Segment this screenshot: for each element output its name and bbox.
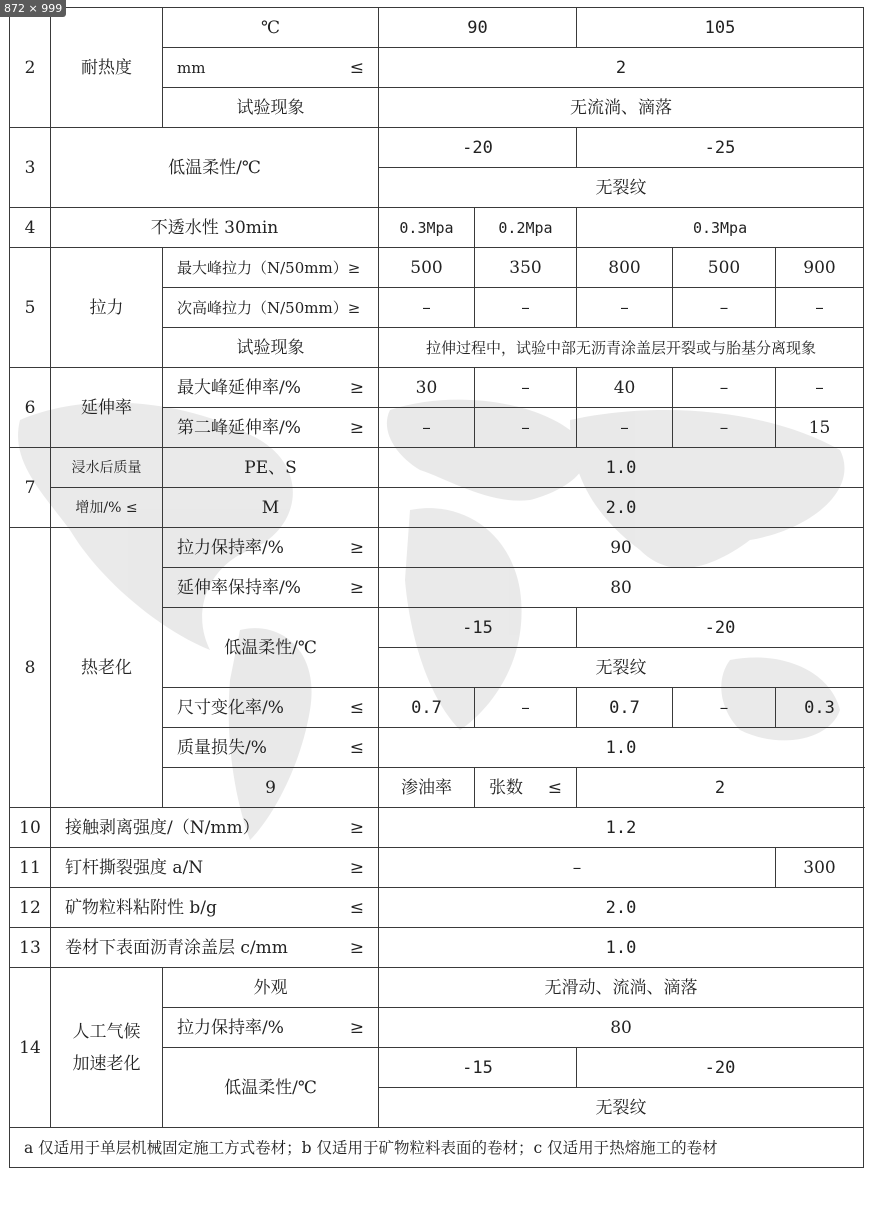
value-cell: 0.7 xyxy=(577,688,673,728)
value-cell: – xyxy=(379,848,776,888)
value-cell: 80 xyxy=(379,1008,864,1048)
value-cell: 105 xyxy=(577,8,864,48)
value-cell: 40 xyxy=(577,368,673,408)
value-cell: 无滑动、流淌、滴落 xyxy=(379,968,864,1008)
sub-item-label: ℃ xyxy=(163,8,379,48)
value-cell: – xyxy=(673,288,776,328)
row-number: 4 xyxy=(10,208,51,248)
footnote: a 仅适用于单层机械固定施工方式卷材；b 仅适用于矿物粒料表面的卷材；c 仅适用于热熔施工的卷材 xyxy=(10,1128,864,1168)
value-cell: – xyxy=(379,288,475,328)
value-cell: -20 xyxy=(379,128,577,168)
row-number: 3 xyxy=(10,128,51,208)
sub-item-label: 张数 ≤ xyxy=(475,768,577,808)
table-row xyxy=(10,208,864,248)
row-number: 14 xyxy=(10,968,51,1128)
value-cell: 0.3Mpa xyxy=(379,208,475,248)
row-number: 11 xyxy=(10,848,51,888)
sub-item-label: M xyxy=(163,488,379,528)
sub-item-label: 尺寸变化率/% ≤ xyxy=(163,688,379,728)
item-name: 热老化 xyxy=(51,528,163,808)
value-cell: – xyxy=(577,288,673,328)
value-cell: 1.0 xyxy=(379,448,864,488)
sub-item-label: mm ≤ xyxy=(163,48,379,88)
table-row xyxy=(10,528,864,568)
value-cell: 0.3Mpa xyxy=(577,208,864,248)
value-cell: – xyxy=(475,288,577,328)
table-row xyxy=(10,888,864,928)
value-cell: -25 xyxy=(577,128,864,168)
value-cell: 1.0 xyxy=(379,728,864,768)
value-cell: – xyxy=(776,368,864,408)
table-row xyxy=(10,808,864,848)
item-name-line2: 增加/% ≤ xyxy=(51,488,163,528)
sub-item-label: PE、S xyxy=(163,448,379,488)
table-row xyxy=(10,248,864,288)
spec-table xyxy=(9,7,864,1168)
row-number: 5 xyxy=(10,248,51,368)
item-name-line1: 浸水后质量 xyxy=(51,448,163,488)
item-name: 钉杆撕裂强度 a/N ≥ xyxy=(51,848,379,888)
value-cell: 350 xyxy=(475,248,577,288)
row-number: 2 xyxy=(10,8,51,128)
value-cell: 900 xyxy=(776,248,864,288)
row-number: 12 xyxy=(10,888,51,928)
value-cell: 2.0 xyxy=(379,888,864,928)
table-row xyxy=(10,448,864,488)
value-cell: – xyxy=(379,408,475,448)
row-number: 8 xyxy=(10,528,51,808)
value-cell: -15 xyxy=(379,1048,577,1088)
value-cell: – xyxy=(776,288,864,328)
value-cell: 500 xyxy=(673,248,776,288)
value-cell: 80 xyxy=(379,568,864,608)
value-cell: 0.2Mpa xyxy=(475,208,577,248)
value-cell: -15 xyxy=(379,608,577,648)
value-cell: 30 xyxy=(379,368,475,408)
value-cell: -20 xyxy=(577,1048,864,1088)
sub-item-label: 延伸率保持率/% ≥ xyxy=(163,568,379,608)
value-cell: 2 xyxy=(577,768,864,808)
item-name xyxy=(51,968,163,1128)
row-number: 9 xyxy=(163,768,379,808)
item-name: 拉力 xyxy=(51,248,163,368)
value-cell: 15 xyxy=(776,408,864,448)
table-row xyxy=(10,488,864,528)
row-number: 7 xyxy=(10,448,51,528)
value-cell: 0.3 xyxy=(776,688,864,728)
item-name: 渗油率 xyxy=(379,768,475,808)
row-number: 10 xyxy=(10,808,51,848)
sub-item-label: 试验现象 xyxy=(163,88,379,128)
sub-item-label: 低温柔性/℃ xyxy=(163,1048,379,1128)
item-name: 低温柔性/℃ xyxy=(51,128,379,208)
value-cell: 无裂纹 xyxy=(379,1088,864,1128)
value-cell: 300 xyxy=(776,848,864,888)
value-cell: – xyxy=(475,408,577,448)
value-cell: – xyxy=(475,688,577,728)
sub-item-label: 质量损失/% ≤ xyxy=(163,728,379,768)
value-cell: 2.0 xyxy=(379,488,864,528)
sub-item-label: 第二峰延伸率/% ≥ xyxy=(163,408,379,448)
sub-item-label: 次高峰拉力（N/50mm）≥ xyxy=(163,288,379,328)
value-cell: 无裂纹 xyxy=(379,168,864,208)
sub-item-label: 低温柔性/℃ xyxy=(163,608,379,688)
item-name: 耐热度 xyxy=(51,8,163,128)
sub-item-label: 最大峰延伸率/% ≥ xyxy=(163,368,379,408)
sub-item-label: 外观 xyxy=(163,968,379,1008)
value-cell: – xyxy=(673,368,776,408)
value-cell: – xyxy=(475,368,577,408)
value-cell: – xyxy=(577,408,673,448)
sub-item-label: 拉力保持率/% ≥ xyxy=(163,528,379,568)
value-cell: 2 xyxy=(379,48,864,88)
value-cell: 无流淌、滴落 xyxy=(379,88,864,128)
value-cell: 0.7 xyxy=(379,688,475,728)
image-size-badge: 872 × 999 xyxy=(0,0,66,17)
item-name: 接触剥离强度/（N/mm） ≥ xyxy=(51,808,379,848)
item-name: 卷材下表面沥青涂盖层 c/mm ≥ xyxy=(51,928,379,968)
value-cell: 1.0 xyxy=(379,928,864,968)
item-name: 延伸率 xyxy=(51,368,163,448)
value-cell: 拉伸过程中，试验中部无沥青涂盖层开裂或与胎基分离现象 xyxy=(379,328,864,368)
table-row xyxy=(10,848,864,888)
item-name-line2: 加速老化 xyxy=(72,1053,141,1074)
item-name: 不透水性 30min xyxy=(51,208,379,248)
value-cell: 无裂纹 xyxy=(379,648,864,688)
sub-item-label: 最大峰拉力（N/50mm）≥ xyxy=(163,248,379,288)
table-row xyxy=(10,968,864,1008)
row-number: 6 xyxy=(10,368,51,448)
value-cell: – xyxy=(673,688,776,728)
table-row xyxy=(10,128,864,168)
value-cell: 90 xyxy=(379,528,864,568)
table-row xyxy=(10,1128,864,1168)
table-row xyxy=(10,928,864,968)
value-cell: – xyxy=(673,408,776,448)
sub-item-label: 试验现象 xyxy=(163,328,379,368)
table-row xyxy=(10,8,864,48)
sub-item-label: 拉力保持率/% ≥ xyxy=(163,1008,379,1048)
value-cell: -20 xyxy=(577,608,864,648)
table-row xyxy=(10,368,864,408)
value-cell: 90 xyxy=(379,8,577,48)
value-cell: 1.2 xyxy=(379,808,864,848)
value-cell: 500 xyxy=(379,248,475,288)
value-cell: 800 xyxy=(577,248,673,288)
item-name: 矿物粒料粘附性 b/g ≤ xyxy=(51,888,379,928)
row-number: 13 xyxy=(10,928,51,968)
item-name-line1: 人工气候 xyxy=(72,1021,141,1042)
